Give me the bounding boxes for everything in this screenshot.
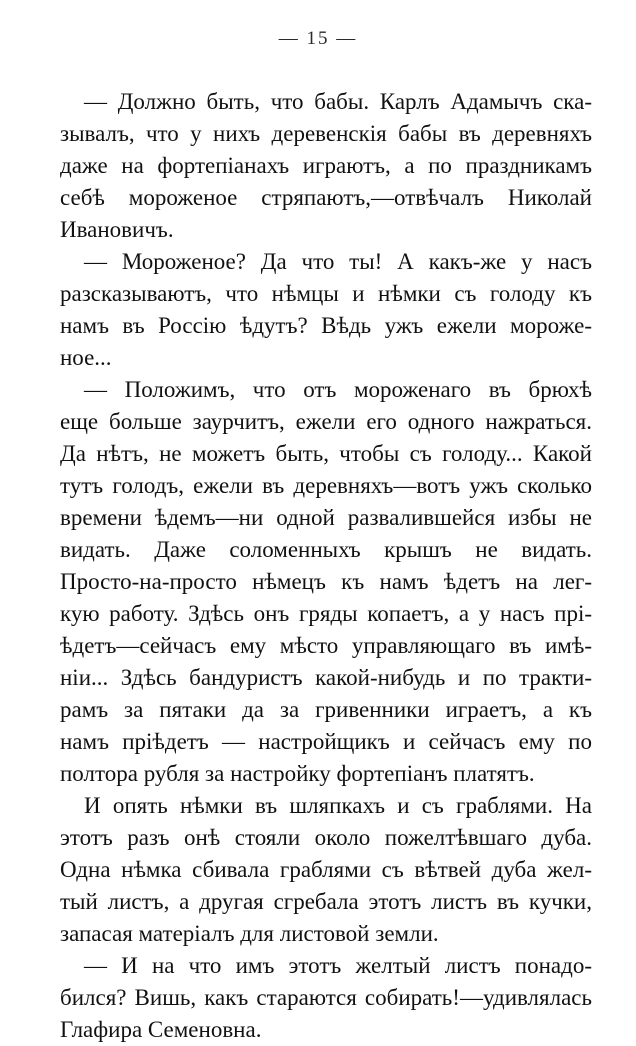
text-line: этотъ разъ онѣ стояли около пожелтѣвшаго дуба. (60, 825, 592, 850)
text-line: — И на что имъ этотъ желтый листъ понадо- (84, 953, 592, 978)
text-line: тый листъ, а другая сгребала этотъ листъ въ кучки, (60, 889, 592, 914)
text-line: зывалъ, что у нихъ деревенскія бабы въ деревняхъ (60, 121, 592, 146)
text-line: полтора рубля за настройку фортепіанъ платятъ. (60, 761, 535, 786)
text-line: намъ въ Россію ѣдутъ? Вѣдь ужъ ежели мороже- (60, 313, 592, 338)
text-line: разсказываютъ, что нѣмцы и нѣмки съ голоду къ (60, 281, 592, 306)
text-line: бился? Вишь, какъ стараются собирать!—удивлялась (60, 985, 592, 1010)
text-line: ное... (60, 345, 112, 370)
text-line: даже на фортепіанахъ играютъ, а по праздникамъ (60, 153, 592, 178)
page-number: — 15 — (278, 28, 358, 49)
text-line: Ивановичъ. (60, 217, 174, 242)
text-line: Да нѣтъ, не можетъ быть, чтобы съ голоду... Какой (60, 441, 592, 466)
text-line: — Мороженое? Да что ты! А какъ-же у насъ (84, 249, 592, 274)
text-line: намъ пріѣдетъ — настройщикъ и сейчасъ ему по (60, 729, 592, 754)
text-line: себѣ мороженое стряпаютъ,—отвѣчалъ Николай (60, 185, 592, 210)
text-line: Просто-на-просто нѣмецъ къ намъ ѣдетъ на лег- (60, 569, 592, 594)
text-line: тутъ голодъ, ежели въ деревняхъ—вотъ ужъ сколько (60, 473, 592, 498)
text-line: еще больше заурчитъ, ежели его одного нажраться. (60, 409, 592, 434)
body-text (60, 86, 592, 1046)
text-line: видать. Даже соломенныхъ крышъ не видать. (60, 537, 592, 562)
text-line: И опять нѣмки въ шляпкахъ и съ граблями. На (84, 793, 592, 818)
text-line: — Положимъ, что отъ мороженаго въ брюхѣ (84, 377, 592, 402)
text-line: Одна нѣмка сбивала граблями съ вѣтвей дуба жел- (60, 857, 592, 882)
text-line: запасая матеріалъ для листовой земли. (60, 921, 439, 946)
text-line: ѣдетъ—сейчасъ ему мѣсто управляющаго въ имѣ- (60, 633, 592, 658)
text-line: Глафира Семеновна. (60, 1017, 262, 1042)
text-line: рамъ за пятаки да за гривенники играетъ, а къ (60, 697, 592, 722)
text-line: кую работу. Здѣсь онъ гряды копаетъ, а у насъ прі- (60, 601, 592, 626)
text-line: времени ѣдемъ—ни одной развалившейся избы не (60, 505, 592, 530)
text-line: ніи... Здѣсь бандуристъ какой-нибудь и по тракти- (60, 665, 592, 690)
text-line: — Должно быть, что бабы. Карлъ Адамычъ ска- (84, 89, 592, 114)
